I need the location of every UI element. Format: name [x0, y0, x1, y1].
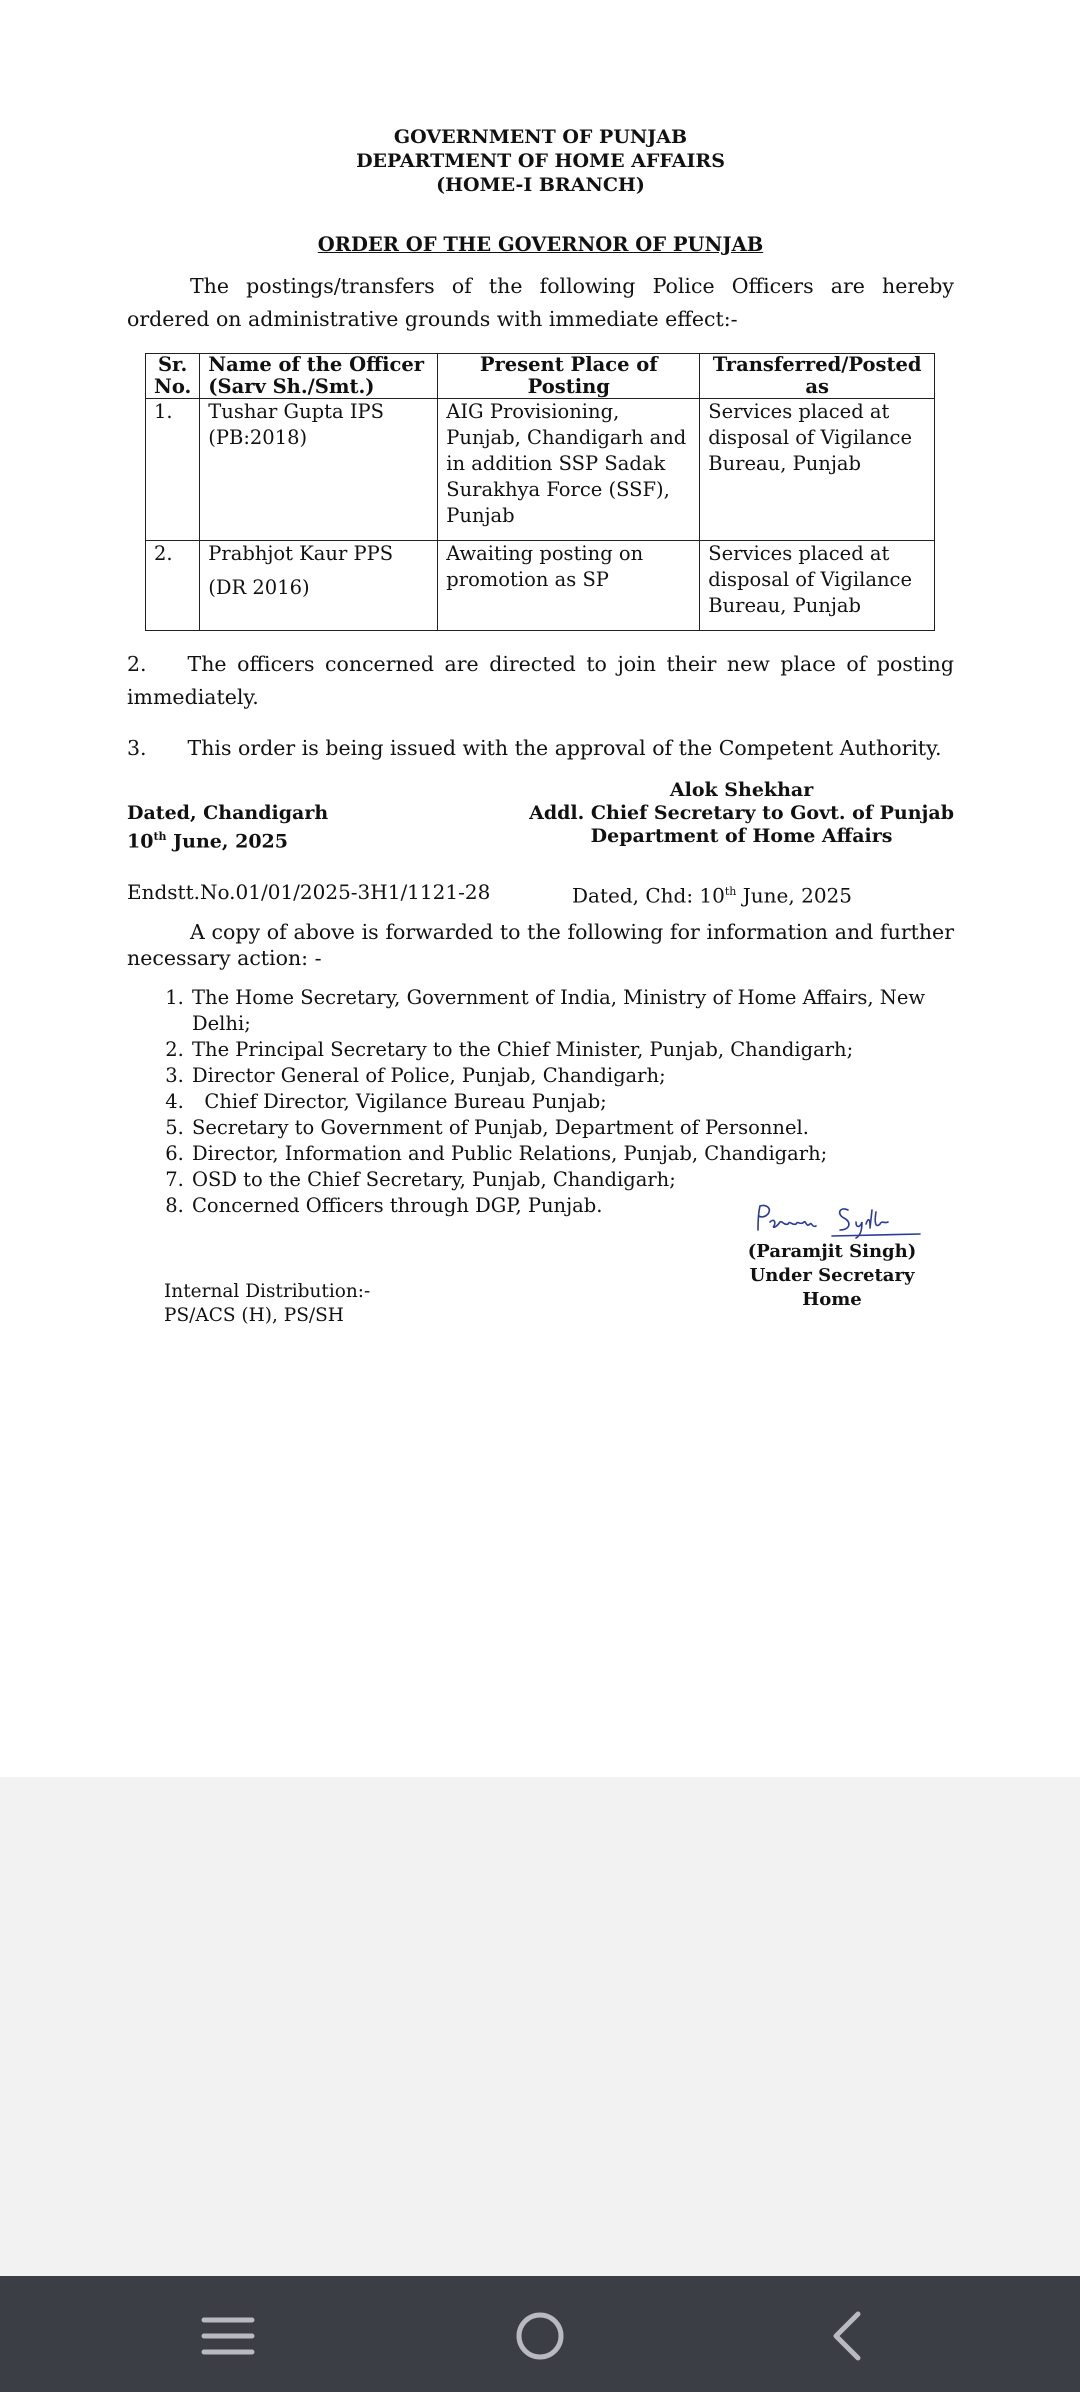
cell-present-posting: AIG Provisioning, Punjab, Chandigarh and in addition SSP Sadak Surakhya Force (SSF), Punjab — [438, 399, 700, 541]
col-header-posted: Transferred/Posted as — [700, 354, 935, 399]
officer-name: Tushar Gupta IPS — [208, 400, 385, 423]
postings-table — [145, 353, 935, 631]
copy-forwarded-text: A copy of above is forwarded to the following for information and further necessary action: - — [127, 919, 954, 970]
menu-icon[interactable] — [198, 2306, 258, 2366]
handwritten-signature — [752, 1200, 932, 1242]
list-item: 4. Chief Director, Vigilance Bureau Punjab; — [190, 1089, 954, 1115]
date-day: 10 — [127, 830, 154, 853]
officer-batch: (DR 2016) — [208, 576, 310, 599]
date-suffix: th — [153, 830, 167, 843]
dated-place — [127, 779, 328, 853]
endorsement-date-prefix: Dated, Chd: 10 — [572, 883, 725, 908]
under-secretary-block — [727, 1240, 937, 1312]
table-row — [146, 541, 935, 631]
endorsement-number: Endstt.No.01/01/2025-3H1/1121-28 — [127, 880, 491, 905]
list-item: 8. Concerned Officers through DGP, Punjab. — [190, 1193, 954, 1219]
back-chevron-icon[interactable] — [820, 2306, 880, 2366]
internal-distribution — [164, 1280, 370, 1328]
cell-name — [200, 541, 438, 631]
intro-paragraph: The postings/transfers of the following Police Officers are hereby ordered on administrative grounds with immediate effect:- — [127, 274, 954, 331]
cell-posted-as: Services placed at disposal of Vigilance Bureau, Punjab — [700, 399, 935, 541]
list-item: 1. The Home Secretary, Government of India, Ministry of Home Affairs, New Delhi; — [190, 985, 954, 1037]
header-line-1: GOVERNMENT OF PUNJAB — [393, 126, 688, 148]
signatory-block — [529, 779, 954, 853]
cell-sr: 1. — [146, 399, 200, 541]
order-document — [127, 125, 954, 1219]
date-rest: June, 2025 — [166, 830, 288, 853]
home-circle-icon[interactable] — [510, 2306, 570, 2366]
cell-present-posting: Awaiting posting on promotion as SP — [438, 541, 700, 631]
order-title: ORDER OF THE GOVERNOR OF PUNJAB — [317, 233, 764, 256]
cell-sr: 2. — [146, 541, 200, 631]
internal-distribution-label: Internal Distribution:- — [164, 1281, 371, 1302]
endorsement-line — [127, 879, 954, 909]
signature-row — [127, 779, 954, 853]
dated-date-line — [127, 825, 328, 853]
list-item: 7. OSD to the Chief Secretary, Punjab, Chandigarh; — [190, 1167, 954, 1193]
list-item: 2. The Principal Secretary to the Chief Minister, Punjab, Chandigarh; — [190, 1037, 954, 1063]
officer-name: Prabhjot Kaur PPS — [208, 542, 394, 565]
copy-list — [127, 985, 954, 1219]
col-header-present: Present Place of Posting — [438, 354, 700, 399]
letterhead — [127, 125, 954, 197]
header-line-2: DEPARTMENT OF HOME AFFAIRS — [356, 150, 725, 172]
officer-batch: (PB:2018) — [208, 426, 308, 449]
under-secretary-title: Under Secretary Home — [749, 1265, 915, 1310]
cell-posted-as: Services placed at disposal of Vigilance Bureau, Punjab — [700, 541, 935, 631]
system-navigation-bar — [0, 2276, 1080, 2392]
col-header-name: Name of the Officer (Sarv Sh./Smt.) — [200, 354, 438, 399]
paragraph-2: 2. The officers concerned are directed to join their new place of posting immediately. — [127, 652, 954, 709]
cell-name — [200, 399, 438, 541]
endorsement-date-sup: th — [724, 885, 737, 899]
list-item: 6. Director, Information and Public Relations, Punjab, Chandigarh; — [190, 1141, 954, 1167]
under-secretary-name: (Paramjit Singh) — [747, 1241, 917, 1262]
internal-distribution-value: PS/ACS (H), PS/SH — [164, 1305, 344, 1326]
list-item: 5. Secretary to Government of Punjab, Department of Personnel. — [190, 1115, 954, 1141]
table-row — [146, 399, 935, 541]
list-item: 3. Director General of Police, Punjab, Chandigarh; — [190, 1063, 954, 1089]
signatory-title: Addl. Chief Secretary to Govt. of Punjab — [529, 802, 954, 824]
signatory-dept: Department of Home Affairs — [590, 825, 893, 847]
paragraph-3: 3. This order is being issued with the approval of the Competent Authority. — [127, 736, 942, 760]
signatory-name: Alok Shekhar — [669, 779, 814, 801]
endorsement-date-rest: June, 2025 — [736, 883, 852, 908]
table-header-row — [146, 354, 935, 399]
header-line-3: (HOME-I BRANCH) — [436, 174, 645, 196]
col-header-sr: Sr. No. — [146, 354, 200, 399]
dated-place-line: Dated, Chandigarh — [127, 802, 329, 824]
endorsement-date — [572, 879, 852, 909]
